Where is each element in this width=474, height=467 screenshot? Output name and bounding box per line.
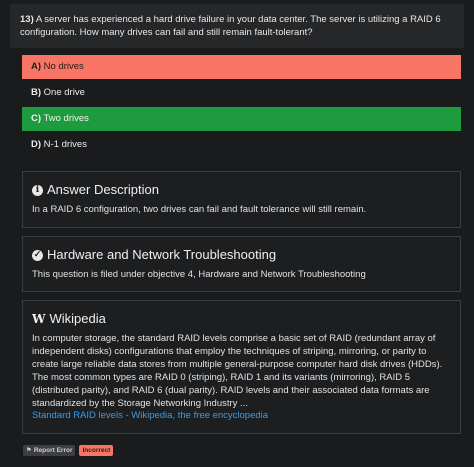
- wikipedia-w-icon: W: [32, 312, 46, 326]
- option-d[interactable]: [22, 133, 461, 157]
- option-letter: D): [31, 139, 42, 150]
- wikipedia-body: In computer storage, the standard RAID levels comprise a basic set of RAID (redundant array of independent disks) configurations that employ the techniques of striping, mirroring, or parity to create large reliable data stores from multiple general-purpose computer hard disk drives (HDDs). The most common types are RAID 0 (striping), RAID 1 and its variants (mirroring), RAID 5 (distributed parity), and RAID 6 (dual parity). RAID levels and their associated data formats are standardized by the Storage Networking Industry ...: [32, 333, 443, 409]
- option-letter: A): [31, 61, 42, 72]
- wikipedia-title-row: [32, 311, 451, 327]
- answer-description-title: Answer Description: [47, 182, 159, 197]
- info-circle-icon: i: [32, 185, 43, 196]
- question-box: [10, 4, 464, 48]
- option-letter: B): [31, 87, 42, 98]
- option-c[interactable]: [22, 107, 461, 131]
- incorrect-badge: Incorrect: [79, 445, 113, 456]
- wikipedia-title: Wikipedia: [49, 311, 106, 326]
- question-number: 13): [20, 14, 34, 25]
- check-circle-icon: ✓: [33, 250, 42, 260]
- objective-title: Hardware and Network Troubleshooting: [47, 247, 277, 262]
- wikipedia-link[interactable]: Standard RAID levels - Wikipedia, the free encyclopedia: [32, 410, 269, 421]
- option-letter: C): [31, 113, 42, 124]
- report-error-button[interactable]: [23, 445, 75, 456]
- footer-actions: [23, 445, 113, 456]
- answer-description-body: In a RAID 6 configuration, two drives can fail and fault tolerance will still remain.: [32, 204, 367, 215]
- option-a[interactable]: [22, 55, 461, 79]
- option-text: N-1 drives: [43, 139, 87, 150]
- answer-description-card: [22, 171, 461, 228]
- option-text: One drive: [43, 87, 85, 98]
- question-text: A server has experienced a hard drive failure in your data center. The server is utilizing a RAID 6 configuration. How many drives can fail and still remain fault-tolerant?: [20, 14, 441, 38]
- objective-card: [22, 236, 461, 292]
- report-error-label: Report Error: [33, 447, 73, 454]
- option-text: Two drives: [43, 113, 89, 124]
- objective-title-row: [32, 247, 451, 263]
- wikipedia-card: [22, 300, 461, 434]
- flag-icon: ⚑: [26, 447, 32, 454]
- objective-body: This question is filed under objective 4, Hardware and Network Troubleshooting: [32, 269, 366, 280]
- option-b[interactable]: [22, 81, 461, 105]
- answer-description-title-row: [32, 182, 451, 198]
- option-text: No drives: [43, 61, 84, 72]
